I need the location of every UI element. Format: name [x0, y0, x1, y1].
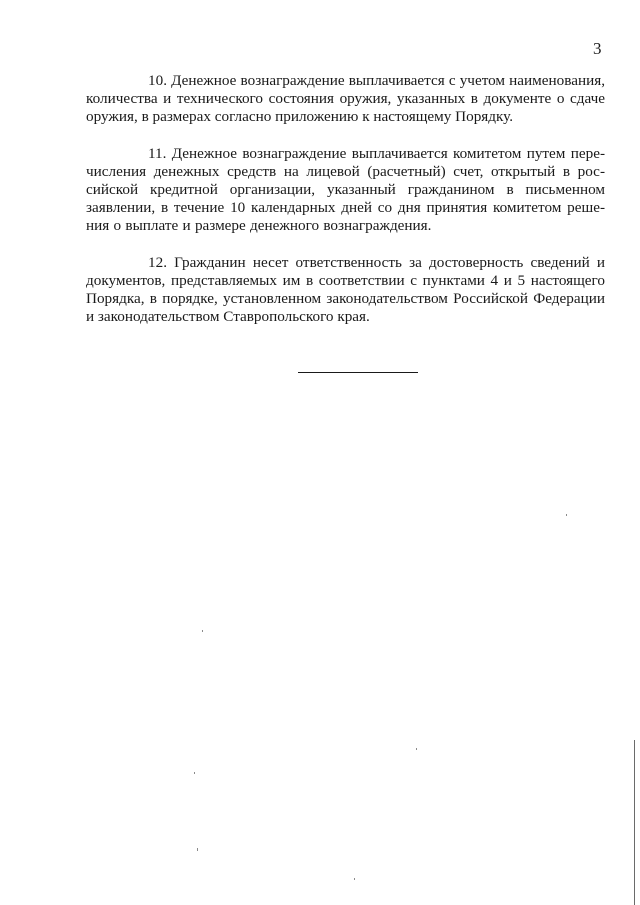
- scan-speck: [354, 878, 355, 880]
- scan-speck: [197, 848, 198, 851]
- document-body: [86, 72, 605, 326]
- scan-speck: [416, 748, 417, 750]
- paragraph-10: 10. Денежное вознаграждение выплачивается с учетом наименования, количества и технического состояния оружия, указанных в документе о сдаче оружия, в размерах согласно приложению к настоящему Порядку.: [86, 72, 605, 125]
- scan-speck: [194, 772, 195, 774]
- scan-speck: [202, 630, 203, 632]
- scan-edge-line: [634, 740, 635, 905]
- paragraph-11: 11. Денежное вознаграждение выплачивается комитетом путем перечисления денежных средств на лицевой (расчетный) счет, открытый в российской кредитной организации, указанный гражданином в письменном заявлении, в течение 10 календарных дней со дня принятия комитетом решения о выплате и размере денежного вознаграждения.: [86, 145, 605, 234]
- end-of-document-separator: [298, 372, 418, 373]
- page-number: 3: [593, 39, 602, 58]
- scan-speck: [566, 514, 567, 516]
- paragraph-12: 12. Гражданин несет ответственность за достоверность сведений и документов, представляемых им в соответствии с пунктами 4 и 5 настоящего Порядка, в порядке, установленном законодательством Российской Федерации и законодательством Ставропольского края.: [86, 254, 605, 325]
